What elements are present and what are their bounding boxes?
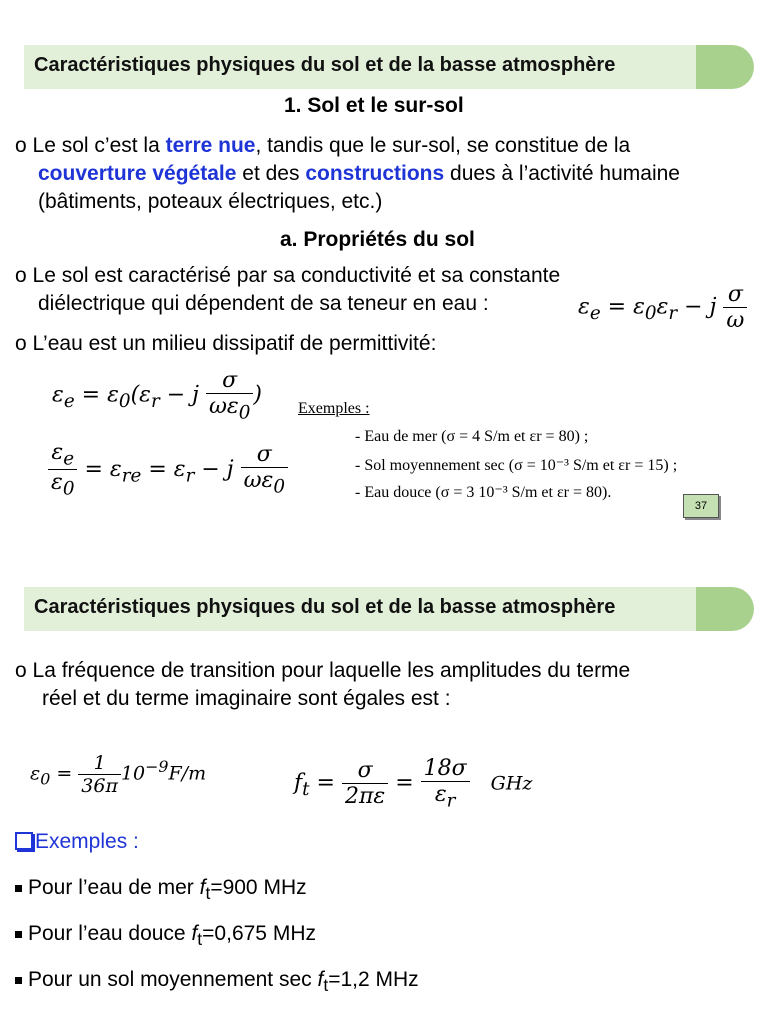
- text: L’eau est un milieu dissipatif de permittivité:: [32, 332, 437, 355]
- example-ft-sol-sec: Pour un sol moyennement $\sec f_t=1,2$ MHz: [15, 966, 419, 999]
- example-eau-douce: - Eau douce (σ = 3 10⁻³ S/m et εr = 80).: [355, 484, 612, 501]
- page-number-badge: 37: [683, 494, 719, 518]
- bullet-marker: o: [15, 264, 27, 287]
- text: et des: [236, 162, 306, 185]
- examples-title: Exemples :: [298, 400, 370, 417]
- term-terre-nue: terre nue: [165, 134, 256, 157]
- term-constructions: constructions: [305, 162, 445, 185]
- title-bar-cap: [696, 587, 754, 631]
- bullet-marker: o: [15, 134, 27, 157]
- bullet-frequence-transition-line2: réel et du terme imaginaire sont égales est :: [42, 687, 451, 710]
- text: Le sol est caractérisé par sa conductivité et sa constante: [32, 264, 561, 287]
- bullet-sol-definition-line2: [38, 160, 768, 188]
- example-sol-moyennement-sec: - Sol moyennement sec (σ = 10⁻³ S/m et εr = 15) ;: [355, 457, 678, 474]
- equation-ft: $f_t$ = $\frac{\sigma}{2\pi\varepsilon}$ = $\frac{18\sigma}{\varepsilon_r}$ GHz: [294, 756, 533, 812]
- heading-sol-sur-sol: 1. Sol et le sur-sol: [284, 94, 464, 117]
- text: La fréquence de transition pour laquelle les amplitudes du terme: [32, 659, 631, 682]
- slide2-title: Caractéristiques physiques du sol et de la basse atmosphère: [34, 596, 616, 618]
- example-eau-de-mer: - Eau de mer (σ = 4 S/m et εr = 80) ;: [355, 428, 589, 445]
- bullet-sol-definition-line3: (bâtiments, poteaux électriques, etc.): [38, 190, 383, 213]
- example-ft-eau-douce: Pour l’eau douce $f_t=0,675$ MHz: [15, 920, 316, 953]
- square-bullet-icon: [15, 931, 22, 938]
- slide1-title: Caractéristiques physiques du sol et de la basse atmosphère: [34, 54, 616, 76]
- square-bullet-icon: [15, 977, 22, 984]
- title-bar-cap: [696, 45, 754, 89]
- text: Le sol c’est la: [32, 134, 166, 157]
- bullet-frequence-transition: [15, 657, 630, 685]
- examples-label: Exemples :: [15, 828, 139, 856]
- equation-eps-e-full: $\varepsilon_e = \varepsilon_0(\varepsilon_r - j$ $\frac{\sigma}{\omega\varepsilon_0}$ ): [52, 368, 262, 424]
- equation-eps0: $\varepsilon_0$ = $\frac{1}{36\pi}$ $10^{-9}F/m$: [30, 752, 207, 797]
- bullet-sol-definition: [15, 132, 760, 160]
- text: dues à l’activité humaine: [444, 162, 680, 185]
- bullet-conductivite-line2: diélectrique qui dépendent de sa teneur en eau :: [38, 292, 489, 315]
- bullet-conductivite: [15, 262, 560, 290]
- example-ft-eau-de-mer: Pour l’eau de mer $f_t=900$ MHz: [15, 874, 307, 907]
- bullet-eau-dissipatif: [15, 330, 436, 358]
- heading-proprietes-sol: a. Propriétés du sol: [280, 228, 475, 251]
- equation-eps-ratio: $\frac{\varepsilon_e}{\varepsilon_0}$ = $\varepsilon_{re} = \varepsilon_r - j$ $\frac{\sigma}{\omega\varepsilon_0}$: [48, 440, 288, 500]
- text: , tandis que le sur-sol, se constitue de la: [255, 134, 631, 157]
- bullet-marker: o: [15, 332, 27, 355]
- slide2-title-bar: [24, 587, 754, 631]
- bullet-marker: o: [15, 659, 27, 682]
- term-couverture-vegetale: couverture végétale: [38, 162, 237, 185]
- checkbox-bullet-icon: [15, 832, 33, 850]
- slide1-title-bar: [24, 45, 754, 89]
- square-bullet-icon: [15, 885, 22, 892]
- equation-eps-e: $\varepsilon_e = \varepsilon_0\varepsilon_r - j$ $\frac{\sigma}{\omega}$: [578, 282, 747, 333]
